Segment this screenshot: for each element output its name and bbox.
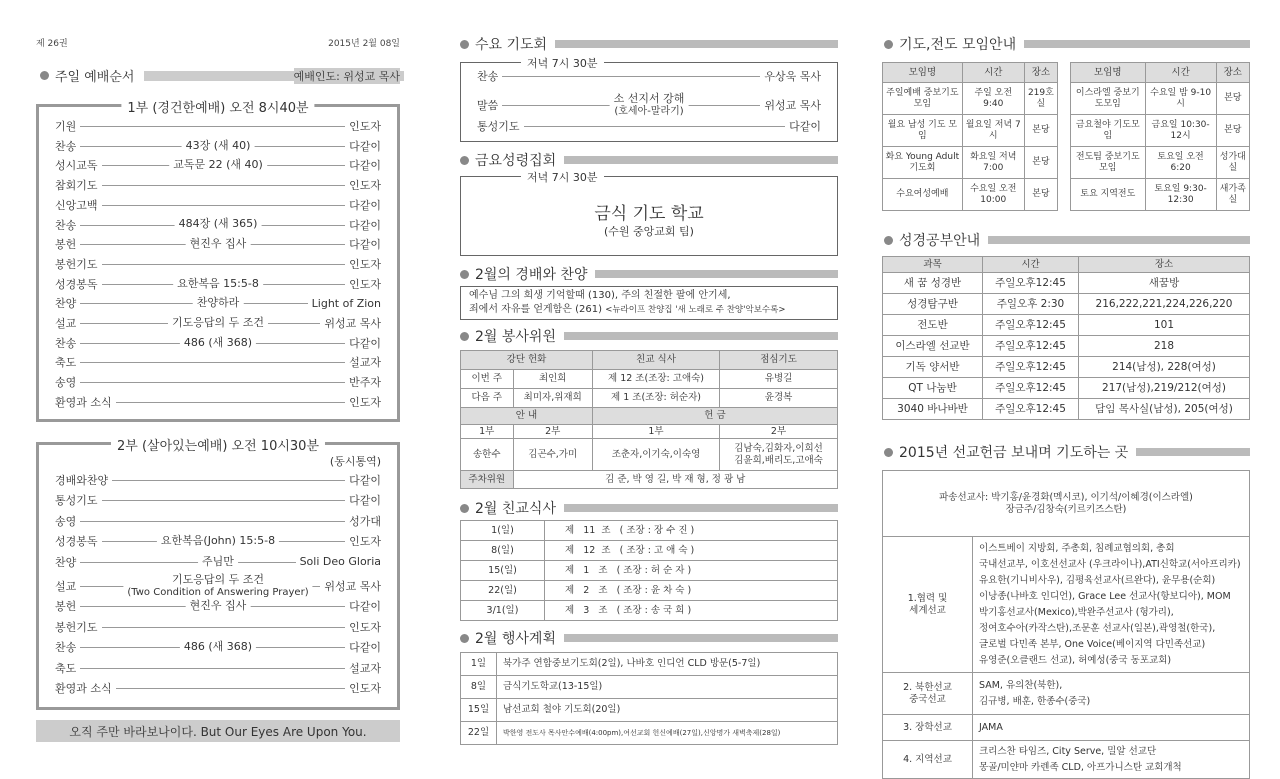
group-row: 금요철야 기도모임 금요일 10:30-12시 본당: [1071, 115, 1250, 147]
order-person: 다같이: [345, 598, 381, 614]
order-detail: 주님만: [198, 556, 238, 568]
order-row: [55, 316, 381, 330]
order-person: Light of Zion: [308, 297, 381, 310]
mission-row: 3. 장학선교 JAMA: [883, 715, 1250, 741]
order-row: [55, 395, 381, 409]
order-item: 축도: [55, 660, 80, 676]
order-item: 찬송: [55, 335, 80, 351]
event-row: 22일 박한영 전도사 목사안수예배(4:00pm),여선교회 헌신예배(27일),신앙명가 새벽축제(28일): [461, 722, 838, 745]
group-row: 주일예배 중보기도모임 주일 오전 9:40 219호실: [883, 83, 1058, 115]
event-row: 15일 남선교회 철야 기도회(20일): [461, 699, 838, 722]
order-person: 성가대: [345, 513, 381, 529]
bible-table: 과목 시간 장소 새 꿈 성경반 주일오후12:45 새꿈방 성경탐구반 주일오후 2:30 216,222,221,224,226,220 전도반 주일오후12:45 101 이스라엘 선교반 주일오후12:45 218 기독 양서반 주일오후12:45 214(남성), 228(여성) QT 나눔반 주일오후12:45 217(남성),219/212(여성) 3040 바나바반 주일오후12:45 담임 목사실(남성), 205(여성): [882, 256, 1250, 420]
order-detail: 현진우 집사: [186, 238, 251, 250]
groups-heading: 기도,전도 모임안내: [884, 34, 1250, 54]
order-item: 찬양: [55, 554, 80, 570]
worship-leader: 예배인도: 위성교 목사: [144, 71, 404, 81]
order-row: [55, 681, 381, 695]
sent-label: 파송선교사:: [939, 492, 989, 504]
order-detail: 기도응답의 두 조건: [168, 317, 268, 329]
order-person: 다같이: [345, 138, 381, 154]
group-row: 수요여성예배 수요일 오전 10:00 본당: [883, 179, 1058, 211]
order-person: 인도자: [345, 394, 381, 410]
meal-row: 3/1(일) 제 3 조 ( 조장 : 송 국 희 ): [461, 601, 838, 621]
meal-row: 15(일) 제 1 조 ( 조장 : 허 순 자 ): [461, 561, 838, 581]
groups-table-left: 모임명 시간 장소 주일예배 중보기도모임 주일 오전 9:40 219호실 월요 남성 기도 모임 월요일 저녁 7시 본당 화요 Young Adult 기도회 화요일 저녁7:00 본당 수요여성예배 수요일 오전 10:00 본당: [882, 62, 1058, 211]
motto-banner: 오직 주만 바라보나이다. But Our Eyes Are Upon You.: [36, 720, 400, 742]
order-detail: 소 선지서 강해 (호세아-말라기): [610, 93, 689, 116]
hymns-line2: 죄에서 자유를 얻게함은 (261): [469, 304, 603, 315]
bible-row: 기독 양서반 주일오후12:45 214(남성), 228(여성): [883, 357, 1250, 378]
order-row: [477, 69, 821, 83]
order-item: 봉헌기도: [55, 619, 102, 635]
bullet-icon: [40, 71, 49, 80]
order-item: 찬송: [477, 68, 502, 84]
order-person: 다같이: [785, 118, 821, 134]
mission-heading: 2015년 선교헌금 보내며 기도하는 곳: [884, 442, 1250, 462]
order-person: 다같이: [345, 197, 381, 213]
order-person: 인도자: [345, 533, 381, 549]
order-item: 찬송: [55, 138, 80, 154]
order-detail: 기도응답의 두 조건 (Two Condition of Answering Prayer): [123, 574, 312, 597]
service2-box: [36, 439, 400, 710]
order-detail: 찬양하라: [193, 297, 244, 309]
order-row: [55, 493, 381, 507]
order-person: 인도자: [345, 276, 381, 292]
bible-row: 새 꿈 성경반 주일오후12:45 새꿈방: [883, 273, 1250, 294]
order-detail: 교독문 22 (새 40): [169, 159, 267, 171]
order-row: [55, 661, 381, 675]
order-item: 축도: [55, 354, 80, 370]
service-heading: 2월 봉사위원: [460, 326, 838, 346]
service-table: 강단 헌화 친교 식사 점심기도 이번 주 최인희 제 12 조(조장: 고애숙) 유병길 다음 주 최미자,위재희 제 1 조(조장: 허순자) 윤경복 안 내 헌 금 1부 2부 1부 2부 송한수 김곤수,가미 조춘자,이기숙,이숙영 김남숙,김화자,이희선 김윤희,배리도,고애숙 주차위원 김 준, 박 영 길, 박 재 형, 정 광 남: [460, 350, 838, 489]
bullet-icon: [884, 448, 893, 457]
order-person: Soli Deo Gloria: [296, 555, 381, 568]
order-item: 말씀: [477, 97, 502, 113]
order-row: [55, 237, 381, 251]
groups-table-right: 모임명 시간 장소 이스라엘 중보기도모임 수요일 밤 9-10시 본당 금요철야 기도모임 금요일 10:30-12시 본당 전도팀 중보기도모임 토요일 오전 6:20 성가대실 토요 지역전도 토요일 9:30-12:30 새가족실: [1070, 62, 1250, 211]
bible-row: 전도반 주일오후12:45 101: [883, 315, 1250, 336]
order-item: 찬양: [55, 295, 80, 311]
fri-heading: 금요성령집회: [460, 150, 838, 170]
bullet-icon: [460, 634, 469, 643]
order-item: 봉헌: [55, 236, 80, 252]
bible-heading: 성경공부안내: [884, 230, 1250, 250]
order-person: 인도자: [345, 680, 381, 696]
order-item: 봉헌기도: [55, 256, 102, 272]
group-row: 토요 지역전도 토요일 9:30-12:30 새가족실: [1071, 179, 1250, 211]
order-row: [55, 119, 381, 133]
order-item: 통성기도: [477, 118, 524, 134]
order-item: 참회기도: [55, 177, 102, 193]
mission-row: 1.협력 및 세계선교 이스트베이 지방회, 주총회, 침례교협의회, 총회 국내선교부, 이호선선교사 (우크라이나),ATI신학교(서아프리카) 유요한(기니비사우), 김평육선교사(르완다), 윤무용(순회) 이낭종(나바호 인디언), Grace Lee 선교사(항보디아), MOM 박기홍선교사(Mexico),박완주선교사 (헝가리), 정여호수아(카작스탄),조문훈 선교사(일본),곽영철(한국), 글로벌 다민족 본부, One Voice(베이지역 다민족선교) 유영준(오클랜드 선교), 허예성(중국 동포교회): [883, 537, 1250, 673]
hymns-note: <뉴라이프 찬양집 '새 노래로 주 찬양'악보수록>: [605, 305, 786, 315]
order-person: 위성교 목사: [320, 578, 381, 594]
order-row: [55, 178, 381, 192]
order-person: 위성교 목사: [760, 97, 821, 113]
order-detail: 요한복음(John) 15:5-8: [157, 535, 279, 547]
bullet-icon: [884, 40, 893, 49]
order-person: 다같이: [345, 157, 381, 173]
bullet-icon: [460, 40, 469, 49]
order-item: 기원: [55, 118, 80, 134]
meal-row: 1(일) 제 11 조 ( 조장 : 장 수 진 ): [461, 521, 838, 541]
order-item: 찬송: [55, 217, 80, 233]
order-row: [55, 599, 381, 613]
interpretation-note: (동시통역): [329, 455, 381, 468]
order-row: [55, 296, 381, 310]
fri-time: 저녁 7시 30분: [521, 169, 604, 185]
order-person: 우상욱 목사: [760, 68, 821, 84]
bible-row: 3040 바나바반 주일오후12:45 담임 목사실(남성), 205(여성): [883, 399, 1250, 420]
events-heading: 2월 행사계획: [460, 628, 838, 648]
hymns-heading: 2월의 경배와 찬양: [460, 264, 838, 284]
bullet-icon: [460, 332, 469, 341]
order-item: 설교: [55, 578, 80, 594]
bullet-icon: [884, 236, 893, 245]
order-detail: 43장 (새 40): [182, 140, 255, 152]
meal-row: 8(일) 제 12 조 ( 조장 : 고 애 숙 ): [461, 541, 838, 561]
order-person: 다같이: [345, 217, 381, 233]
order-row: [55, 534, 381, 548]
order-person: 다같이: [345, 335, 381, 351]
order-item: 찬송: [55, 639, 80, 655]
event-row: 1일 북가주 연합중보기도회(2일), 나바호 인디언 CLD 방문(5-7일): [461, 653, 838, 676]
order-person: 인도자: [345, 256, 381, 272]
meal-heading: 2월 친교식사: [460, 498, 838, 518]
worship-heading: 주일 예배순서 예배인도: 위성교 목사: [40, 66, 404, 85]
order-person: 다같이: [345, 236, 381, 252]
order-item: 설교: [55, 315, 80, 331]
order-item: 봉헌: [55, 598, 80, 614]
order-row: [55, 198, 381, 212]
order-person: 인도자: [345, 619, 381, 635]
order-person: 설교자: [345, 354, 381, 370]
group-row: 이스라엘 중보기도모임 수요일 밤 9-10시 본당: [1071, 83, 1250, 115]
order-detail: 486 (새 368): [180, 641, 256, 653]
order-row: [55, 158, 381, 172]
event-row: 8일 금식기도학교(13-15일): [461, 676, 838, 699]
order-person: 위성교 목사: [320, 315, 381, 331]
order-row: [55, 257, 381, 271]
service1-box: [36, 101, 400, 422]
volume-number: 제 26권: [36, 39, 68, 49]
order-person: 인도자: [345, 118, 381, 134]
wed-heading: 수요 기도회: [460, 34, 838, 54]
order-person: 다같이: [345, 639, 381, 655]
bible-row: QT 나눔반 주일오후12:45 217(남성),219/212(여성): [883, 378, 1250, 399]
fri-box: [460, 171, 838, 256]
sent-line2: 장금주/김창숙(키르키즈스탄): [1005, 503, 1127, 515]
order-person: 인도자: [345, 177, 381, 193]
wed-time: 저녁 7시 30분: [521, 55, 604, 71]
order-detail: 요한복음 15:5-8: [173, 278, 263, 290]
hymns-box: [460, 286, 838, 320]
service1-title: 1부 (경건한예배) 오전 8시40분: [121, 97, 314, 116]
order-row: [55, 640, 381, 654]
group-row: 월요 남성 기도 모임 월요일 저녁 7시 본당: [883, 115, 1058, 147]
events-table: [460, 652, 838, 745]
order-person: 설교자: [345, 660, 381, 676]
meal-row: 22(일) 제 2 조 ( 조장 : 윤 차 숙 ): [461, 581, 838, 601]
order-row: [55, 473, 381, 487]
hymns-line1: 예수님 그의 희생 기억할때 (130), 주의 친절한 팔에 안기세,: [469, 290, 731, 301]
order-row: [55, 336, 381, 350]
order-row: [55, 218, 381, 232]
order-row: [55, 575, 381, 597]
order-item: 환영과 소식: [55, 394, 116, 410]
bible-row: 이스라엘 선교반 주일오후12:45 218: [883, 336, 1250, 357]
mission-row: 4. 지역선교 크리스찬 타임즈, City Serve, 밀알 선교단 몽골/미얀마 카렌족 CLD, 아프가니스탄 교회개척: [883, 741, 1250, 779]
issue-date: 2015년 2월 08일: [328, 39, 400, 49]
fri-title: 금식 기도 학교: [594, 204, 704, 224]
bullet-icon: [460, 504, 469, 513]
bullet-icon: [460, 270, 469, 279]
order-item: 성경봉독: [55, 276, 102, 292]
sent-line1: 박기홍/윤경화(멕시코), 이기석/이혜경(이스라엘): [991, 492, 1193, 504]
order-item: 성시교독: [55, 157, 102, 173]
service2-title: 2부 (살아있는예배) 오전 10시30분: [111, 435, 325, 454]
bullet-icon: [460, 156, 469, 165]
order-detail: 현진우 집사: [186, 600, 251, 612]
mission-row: 2. 북한선교 중국선교 SAM, 유의찬(북한), 김규병, 배훈, 한종수(중국): [883, 673, 1250, 715]
meal-table: [460, 520, 838, 621]
group-row: 전도팀 중보기도모임 토요일 오전 6:20 성가대실: [1071, 147, 1250, 179]
order-row: [477, 94, 821, 116]
header-meta: [36, 36, 400, 49]
order-detail: 484장 (새 365): [175, 218, 262, 230]
bible-row: 성경탐구반 주일오후 2:30 216,222,221,224,226,220: [883, 294, 1250, 315]
order-item: 성경봉독: [55, 533, 102, 549]
order-person: 다같이: [345, 492, 381, 508]
order-item: 송영: [55, 374, 80, 390]
group-row: 화요 Young Adult 기도회 화요일 저녁7:00 본당: [883, 147, 1058, 179]
mission-table: [882, 470, 1250, 779]
order-row: [477, 119, 821, 133]
fri-subtitle: (수원 중앙교회 팀): [604, 225, 694, 238]
order-item: 송영: [55, 513, 80, 529]
order-item: 경배와찬양: [55, 472, 112, 488]
wed-box: [460, 57, 838, 142]
order-row: [55, 355, 381, 369]
order-item: 통성기도: [55, 492, 102, 508]
order-row: [55, 277, 381, 291]
order-item: 환영과 소식: [55, 680, 116, 696]
order-row: [55, 375, 381, 389]
order-item: 신앙고백: [55, 197, 102, 213]
order-person: 다같이: [345, 472, 381, 488]
order-row: [55, 620, 381, 634]
order-person: 반주자: [345, 374, 381, 390]
order-row: [55, 555, 381, 569]
order-detail: 486 (새 368): [180, 337, 256, 349]
order-row: [55, 514, 381, 528]
order-row: [55, 139, 381, 153]
